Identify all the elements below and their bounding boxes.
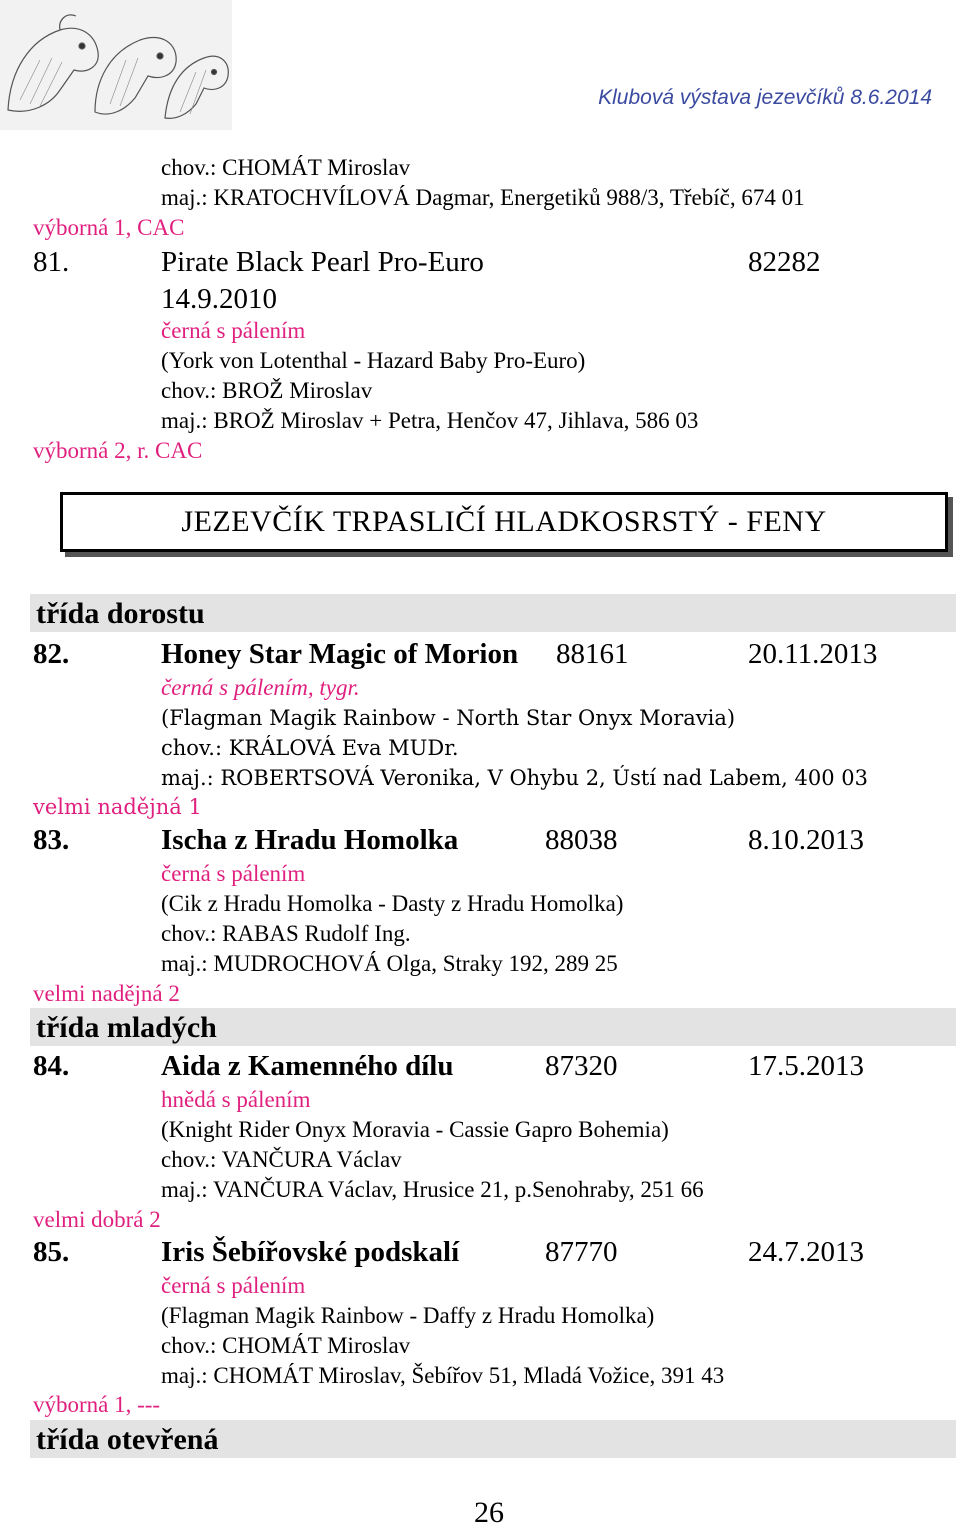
parents-line: (Cik z Hradu Homolka - Dasty z Hradu Homolka) xyxy=(161,891,624,916)
coat-color: černá s pálením xyxy=(161,1273,306,1298)
section-heading-box xyxy=(60,492,948,552)
registration-number: 87320 xyxy=(545,1050,618,1082)
owner-line: maj.: MUDROCHOVÁ Olga, Straky 192, 289 25 xyxy=(161,951,618,976)
owner-line: maj.: BROŽ Miroslav + Petra, Henčov 47, Jihlava, 586 03 xyxy=(161,408,699,433)
grade-line: velmi nadějná 2 xyxy=(33,981,180,1006)
registration-number: 87770 xyxy=(545,1236,618,1268)
entry-number: 85. xyxy=(33,1236,70,1268)
dog-name: Pirate Black Pearl Pro-Euro xyxy=(161,246,484,278)
entry-number: 83. xyxy=(33,824,70,856)
breeder-line: chov.: KRÁLOVÁ Eva MUDr. xyxy=(161,736,459,760)
birth-date: 14.9.2010 xyxy=(161,283,277,315)
dog-name: Ischa z Hradu Homolka xyxy=(161,824,459,856)
breeder-line: chov.: BROŽ Miroslav xyxy=(161,378,373,403)
grade-line: výborná 2, r. CAC xyxy=(33,438,203,463)
birth-date: 24.7.2013 xyxy=(748,1236,864,1268)
parents-line: (Flagman Magik Rainbow - Daffy z Hradu Homolka) xyxy=(161,1303,655,1328)
parents-line: (Flagman Magik Rainbow - North Star Onyx Moravia) xyxy=(161,706,736,730)
grade-line: velmi dobrá 2 xyxy=(33,1207,161,1232)
class-heading-bar xyxy=(30,1008,956,1046)
registration-number: 82282 xyxy=(748,246,821,278)
coat-color: černá s pálením, tygr. xyxy=(161,675,360,700)
class-heading: třída dorostu xyxy=(36,597,205,630)
breeder-line: chov.: CHOMÁT Miroslav xyxy=(161,155,411,180)
dachshund-logo-icon xyxy=(0,0,232,130)
page-number: 26 xyxy=(474,1496,504,1529)
entry-number: 81. xyxy=(33,246,70,278)
dog-name: Aida z Kamenného dílu xyxy=(161,1050,454,1082)
birth-date: 20.11.2013 xyxy=(748,638,878,670)
grade-line: velmi nadějná 1 xyxy=(33,795,202,819)
parents-line: (Knight Rider Onyx Moravia - Cassie Gapro Bohemia) xyxy=(161,1117,669,1142)
section-title: JEZEVČÍK TRPASLIČÍ HLADKOSRSTÝ - FENY xyxy=(181,505,827,538)
entry-number: 84. xyxy=(33,1050,70,1082)
class-heading-bar xyxy=(30,594,956,632)
breeder-line: chov.: RABAS Rudolf Ing. xyxy=(161,921,411,946)
registration-number: 88161 xyxy=(556,638,629,670)
catalog-header-title: Klubová výstava jezevčíků 8.6.2014 xyxy=(598,86,932,109)
registration-number: 88038 xyxy=(545,824,618,856)
dog-name: Honey Star Magic of Morion xyxy=(161,638,519,670)
grade-line: výborná 1, CAC xyxy=(33,215,185,240)
coat-color: černá s pálením xyxy=(161,861,306,886)
parents-line: (York von Lotenthal - Hazard Baby Pro-Euro) xyxy=(161,348,586,373)
breeder-line: chov.: VANČURA Václav xyxy=(161,1147,402,1172)
grade-line: výborná 1, --- xyxy=(33,1392,161,1417)
owner-line: maj.: CHOMÁT Miroslav, Šebířov 51, Mladá Vožice, 391 43 xyxy=(161,1363,725,1388)
class-heading: třída mladých xyxy=(36,1011,217,1044)
birth-date: 8.10.2013 xyxy=(748,824,864,856)
breeder-line: chov.: CHOMÁT Miroslav xyxy=(161,1333,411,1358)
class-heading-bar xyxy=(30,1420,956,1458)
class-heading: třída otevřená xyxy=(36,1423,219,1456)
coat-color: černá s pálením xyxy=(161,318,306,343)
dog-name: Iris Šebířovské podskalí xyxy=(161,1236,460,1268)
owner-line: maj.: VANČURA Václav, Hrusice 21, p.Senohraby, 251 66 xyxy=(161,1177,704,1202)
owner-line: maj.: ROBERTSOVÁ Veronika, V Ohybu 2, Ústí nad Labem, 400 03 xyxy=(161,766,868,790)
coat-color: hnědá s pálením xyxy=(161,1087,311,1112)
birth-date: 17.5.2013 xyxy=(748,1050,864,1082)
entry-number: 82. xyxy=(33,638,70,670)
owner-line: maj.: KRATOCHVÍLOVÁ Dagmar, Energetiků 988/3, Třebíč, 674 01 xyxy=(161,185,805,210)
